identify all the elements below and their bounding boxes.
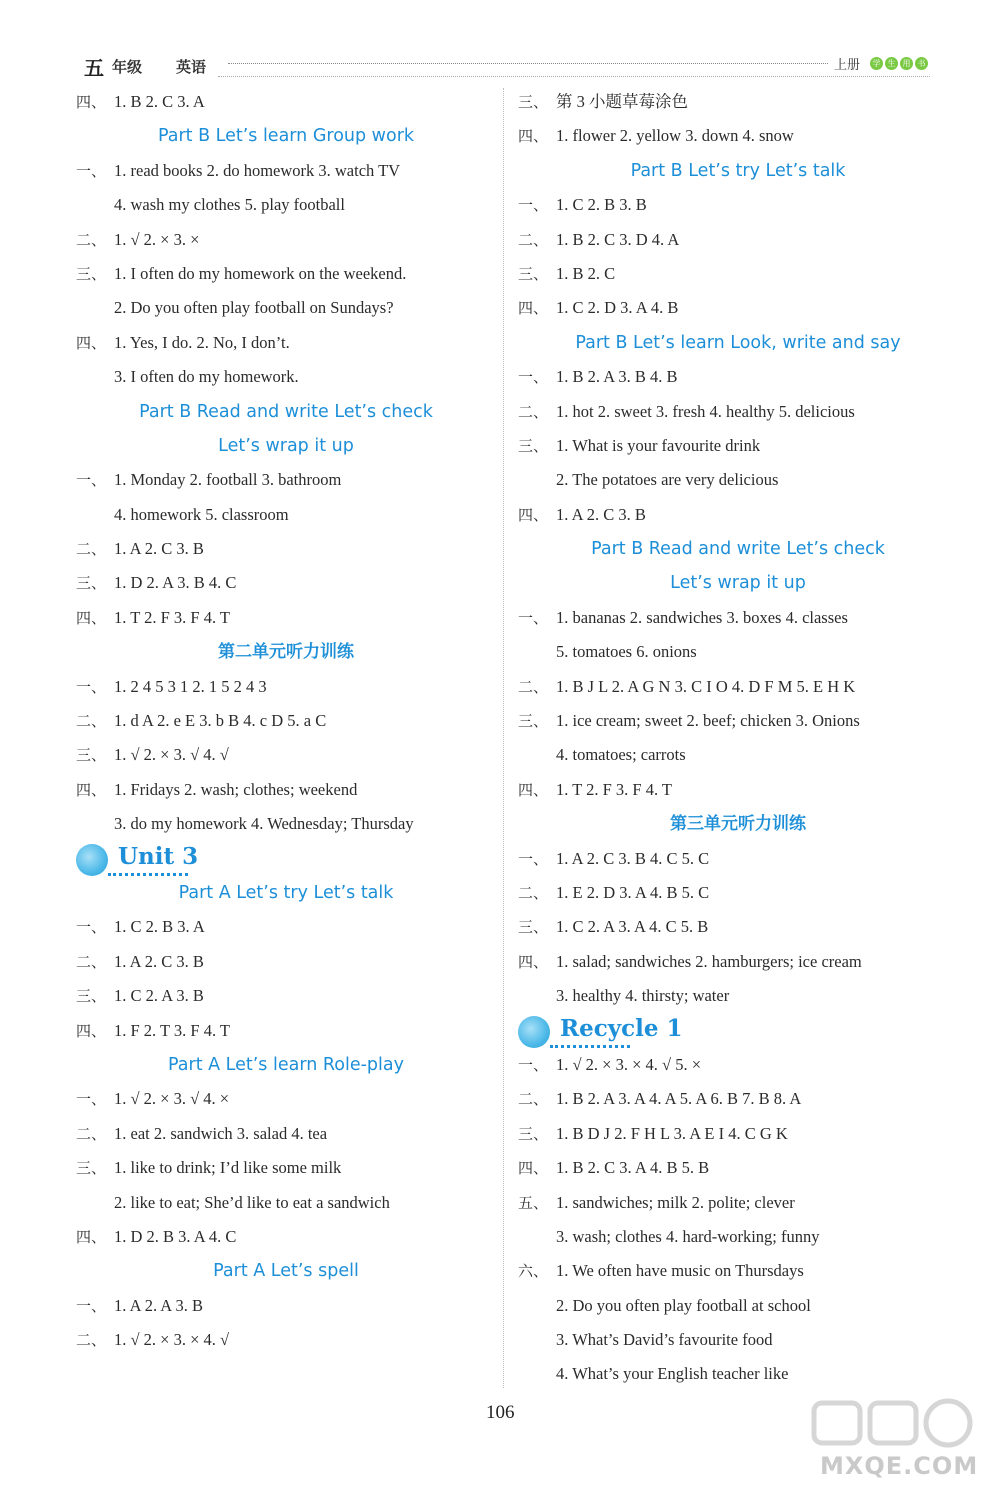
- question-number: 二、: [76, 230, 107, 249]
- answer-row: [518, 1082, 958, 1116]
- answer-row: [76, 85, 496, 119]
- section-heading: Part B Read and write Let’s check: [139, 401, 433, 422]
- badge-char: 用: [900, 57, 913, 70]
- question-number: 二、: [518, 230, 549, 249]
- section-heading: Part B Let’s try Let’s talk: [630, 160, 846, 181]
- answer-row: [76, 670, 496, 704]
- answer-text: 1. √ 2. × 3. √ 4. ×: [114, 1089, 230, 1109]
- question-number: 三、: [76, 264, 107, 283]
- subject-label: 英语: [176, 58, 207, 76]
- answer-text: 1. B 2. C 3. A: [114, 92, 205, 111]
- question-number: 二、: [76, 1331, 107, 1350]
- answer-continuation: 2. like to eat; She’d like to eat a sandwich: [114, 1192, 390, 1212]
- answer-row: [76, 738, 496, 772]
- page-header: [0, 0, 1000, 90]
- question-number: 四、: [76, 1021, 107, 1040]
- answer-text: 1. T 2. F 3. F 4. T: [114, 607, 230, 627]
- section-heading: Part B Let’s learn Look, write and say: [575, 332, 901, 353]
- question-number: 三、: [518, 712, 549, 731]
- question-number: 四、: [518, 780, 549, 799]
- answer-continuation: 4. homework 5. classroom: [114, 504, 289, 524]
- answer-text: 1. hot 2. sweet 3. fresh 4. healthy 5. delicious: [556, 401, 855, 421]
- answer-text: 1. A 2. C 3. B: [114, 539, 204, 559]
- answer-text: 1. C 2. D 3. A 4. B: [556, 298, 679, 318]
- answer-row: [518, 291, 958, 325]
- question-number: 三、: [518, 93, 549, 111]
- section-heading: Part A Let’s spell: [213, 1261, 359, 1282]
- answer-text: 1. like to drink; I’d like some milk: [114, 1158, 342, 1178]
- answer-row: [76, 257, 496, 291]
- unit-title: Unit 3: [118, 842, 199, 870]
- question-number: 六、: [518, 1262, 549, 1281]
- answer-continuation: 2. Do you often play football at school: [556, 1295, 811, 1315]
- badge-char: 生: [885, 57, 898, 70]
- answer-continuation: 4. wash my clothes 5. play football: [114, 195, 345, 215]
- answer-text: 1. Yes, I do. 2. No, I don’t.: [114, 332, 290, 352]
- badge-char: 书: [915, 57, 928, 70]
- answer-row: [76, 1323, 496, 1357]
- answer-text: 1. flower 2. yellow 3. down 4. snow: [556, 126, 794, 146]
- answer-continuation: 3. do my homework 4. Wednesday; Thursday: [114, 814, 414, 834]
- answer-row: [518, 601, 958, 635]
- question-number: 二、: [518, 1090, 549, 1109]
- answer-row: [518, 1186, 958, 1220]
- answer-text: 1. eat 2. sandwich 3. salad 4. tea: [114, 1123, 328, 1143]
- question-number: 四、: [76, 608, 107, 627]
- answer-row: [76, 326, 496, 360]
- header-badge: [870, 57, 928, 70]
- term-label: 上册: [834, 58, 861, 73]
- unit-heading: [76, 842, 496, 876]
- answer-row: [518, 1048, 958, 1082]
- answer-row: [518, 945, 958, 979]
- question-number: 一、: [518, 1055, 549, 1074]
- section-heading: Let’s wrap it up: [670, 573, 806, 594]
- question-number: 三、: [518, 918, 549, 937]
- answer-text: 1. √ 2. × 3. ×: [114, 229, 200, 249]
- answer-row: [518, 1117, 958, 1151]
- answer-row: [518, 910, 958, 944]
- badge-char: 学: [870, 57, 883, 70]
- answer-text: 1. T 2. F 3. F 4. T: [556, 779, 672, 799]
- answer-continuation: 2. Do you often play football on Sundays?: [114, 298, 394, 318]
- answer-text: 1. A 2. C 3. B: [114, 951, 204, 971]
- answer-row: [76, 532, 496, 566]
- answer-text: 1. C 2. A 3. A 4. C 5. B: [556, 917, 709, 937]
- question-number: 一、: [76, 918, 107, 937]
- section-heading: Part B Let’s learn Group work: [157, 126, 415, 147]
- answer-row: [518, 498, 958, 532]
- answer-row: [76, 1117, 496, 1151]
- answer-continuation: 3. I often do my homework.: [114, 367, 299, 387]
- answer-text: 1. sandwiches; milk 2. polite; clever: [556, 1192, 795, 1212]
- answer-row: [518, 876, 958, 910]
- answer-text: 1. I often do my homework on the weekend.: [114, 263, 407, 283]
- answer-row: [518, 257, 958, 291]
- answer-row: [76, 1082, 496, 1116]
- answer-row: [76, 566, 496, 600]
- answer-row: [518, 188, 958, 222]
- unit-underline: [108, 873, 188, 876]
- question-number: 四、: [76, 780, 107, 799]
- left-answer-column: [76, 85, 496, 1357]
- header-rule-lower: [218, 76, 930, 77]
- answer-text: 1. D 2. B 3. A 4. C: [114, 1226, 237, 1246]
- answer-row: [76, 1014, 496, 1048]
- answer-row: [518, 704, 958, 738]
- answer-row: [518, 85, 958, 119]
- section-heading: Part A Let’s try Let’s talk: [178, 882, 394, 903]
- question-number: 二、: [76, 952, 107, 971]
- answer-text: 1. √ 2. × 3. × 4. √ 5. ×: [556, 1054, 702, 1074]
- answer-text: 第 3 小题草莓涂色: [556, 92, 688, 111]
- answer-text: 1. B 2. C 3. D 4. A: [556, 229, 680, 249]
- answer-text: 1. C 2. B 3. A: [114, 917, 205, 937]
- page-number: 106: [486, 1402, 515, 1423]
- unit-heading: [518, 1014, 958, 1048]
- question-number: 四、: [518, 299, 549, 318]
- answer-row: [76, 704, 496, 738]
- answer-continuation: 2. The potatoes are very delicious: [556, 470, 779, 490]
- question-number: 三、: [76, 987, 107, 1006]
- answer-row: [76, 910, 496, 944]
- question-number: 一、: [518, 368, 549, 387]
- right-answer-column: [518, 85, 958, 1392]
- answer-text: 1. read books 2. do homework 3. watch TV: [114, 160, 401, 180]
- answer-continuation: 4. tomatoes; carrots: [556, 745, 686, 765]
- question-number: 四、: [518, 952, 549, 971]
- bubble-icon: [518, 1016, 550, 1048]
- answer-row: [76, 773, 496, 807]
- answer-row: [518, 395, 958, 429]
- section-heading: Part A Let’s learn Role-play: [168, 1054, 404, 1075]
- question-number: 三、: [518, 1124, 549, 1143]
- answer-text: 1. √ 2. × 3. √ 4. √: [114, 745, 229, 765]
- grade-number: 五: [84, 56, 104, 80]
- answer-text: 1. 2 4 5 3 1 2. 1 5 2 4 3: [114, 676, 267, 696]
- question-number: 一、: [76, 161, 107, 180]
- answer-text: 1. B 2. A 3. A 4. A 5. A 6. B 7. B 8. A: [556, 1089, 802, 1109]
- question-number: 一、: [76, 1090, 107, 1109]
- answer-text: 1. E 2. D 3. A 4. B 5. C: [556, 882, 710, 902]
- answer-text: 1. B 2. C: [556, 263, 616, 283]
- question-number: 二、: [76, 712, 107, 731]
- answer-row: [518, 119, 958, 153]
- answer-text: 1. C 2. A 3. B: [114, 986, 204, 1006]
- question-number: 四、: [518, 505, 549, 524]
- question-number: 一、: [518, 608, 549, 627]
- answer-text: 1. B D J 2. F H L 3. A E I 4. C G K: [556, 1123, 788, 1143]
- answer-row: [518, 1151, 958, 1185]
- question-number: 二、: [518, 677, 549, 696]
- answer-text: 1. ice cream; sweet 2. beef; chicken 3. Onions: [556, 711, 860, 731]
- question-number: 一、: [76, 1296, 107, 1315]
- answer-continuation: 3. healthy 4. thirsty; water: [556, 986, 730, 1006]
- listening-section-heading: 第三单元听力训练: [670, 814, 806, 835]
- grade-label: 年级: [112, 58, 143, 76]
- answer-continuation: 3. wash; clothes 4. hard-working; funny: [556, 1226, 820, 1246]
- header-rule: [228, 63, 828, 64]
- question-number: 三、: [76, 574, 107, 593]
- answer-text: 1. F 2. T 3. F 4. T: [114, 1020, 230, 1040]
- question-number: 一、: [76, 471, 107, 490]
- answer-continuation: 5. tomatoes 6. onions: [556, 642, 697, 662]
- answer-text: 1. What is your favourite drink: [556, 435, 761, 455]
- answer-text: 1. D 2. A 3. B 4. C: [114, 573, 237, 593]
- answer-row: [76, 463, 496, 497]
- answer-row: [518, 429, 958, 463]
- question-number: 四、: [76, 93, 107, 111]
- answer-text: 1. A 2. C 3. B 4. C 5. C: [556, 848, 710, 868]
- answer-row: [76, 154, 496, 188]
- answer-text: 1. bananas 2. sandwiches 3. boxes 4. classes: [556, 607, 848, 627]
- unit-title: Recycle 1: [560, 1014, 683, 1042]
- question-number: 一、: [518, 196, 549, 215]
- question-number: 三、: [76, 746, 107, 765]
- answer-row: [518, 223, 958, 257]
- section-heading: Let’s wrap it up: [218, 435, 354, 456]
- listening-section-heading: 第二单元听力训练: [218, 642, 354, 663]
- answer-text: 1. √ 2. × 3. × 4. √: [114, 1330, 230, 1350]
- question-number: 二、: [76, 1124, 107, 1143]
- bubble-icon: [76, 844, 108, 876]
- answer-row: [76, 1151, 496, 1185]
- answer-row: [76, 223, 496, 257]
- answer-row: [518, 670, 958, 704]
- question-number: 一、: [518, 849, 549, 868]
- question-number: 二、: [76, 540, 107, 559]
- answer-text: 1. B J L 2. A G N 3. C I O 4. D F M 5. E H K: [556, 676, 856, 696]
- question-number: 四、: [76, 1227, 107, 1246]
- answer-text: 1. B 2. A 3. B 4. B: [556, 367, 678, 387]
- question-number: 五、: [518, 1193, 549, 1212]
- question-number: 四、: [76, 333, 107, 352]
- answer-text: 1. Monday 2. football 3. bathroom: [114, 470, 342, 490]
- answer-row: [518, 842, 958, 876]
- answer-row: [518, 773, 958, 807]
- answer-row: [76, 1289, 496, 1323]
- answer-row: [76, 945, 496, 979]
- question-number: 二、: [518, 883, 549, 902]
- column-divider: [503, 88, 504, 1388]
- question-number: 三、: [518, 436, 549, 455]
- answer-text: 1. A 2. A 3. B: [114, 1295, 203, 1315]
- answer-row: [518, 1254, 958, 1288]
- answer-text: 1. Fridays 2. wash; clothes; weekend: [114, 779, 358, 799]
- question-number: 四、: [518, 127, 549, 146]
- answer-row: [76, 1220, 496, 1254]
- answer-text: 1. B 2. C 3. A 4. B 5. B: [556, 1158, 710, 1178]
- watermark-text: MXQE.COM: [820, 1452, 979, 1480]
- answer-row: [76, 979, 496, 1013]
- question-number: 三、: [518, 264, 549, 283]
- answer-text: 1. A 2. C 3. B: [556, 504, 646, 524]
- answer-text: 1. d A 2. e E 3. b B 4. c D 5. a C: [114, 711, 327, 731]
- answer-continuation: 3. What’s David’s favourite food: [556, 1330, 773, 1350]
- question-number: 二、: [518, 402, 549, 421]
- question-number: 四、: [518, 1159, 549, 1178]
- answer-continuation: 4. What’s your English teacher like: [556, 1364, 789, 1384]
- answer-text: 1. salad; sandwiches 2. hamburgers; ice cream: [556, 951, 862, 971]
- answer-row: [518, 360, 958, 394]
- answer-text: 1. We often have music on Thursdays: [556, 1261, 804, 1281]
- question-number: 三、: [76, 1159, 107, 1178]
- answer-row: [76, 601, 496, 635]
- question-number: 一、: [76, 677, 107, 696]
- answer-text: 1. C 2. B 3. B: [556, 195, 647, 215]
- section-heading: Part B Read and write Let’s check: [591, 539, 885, 560]
